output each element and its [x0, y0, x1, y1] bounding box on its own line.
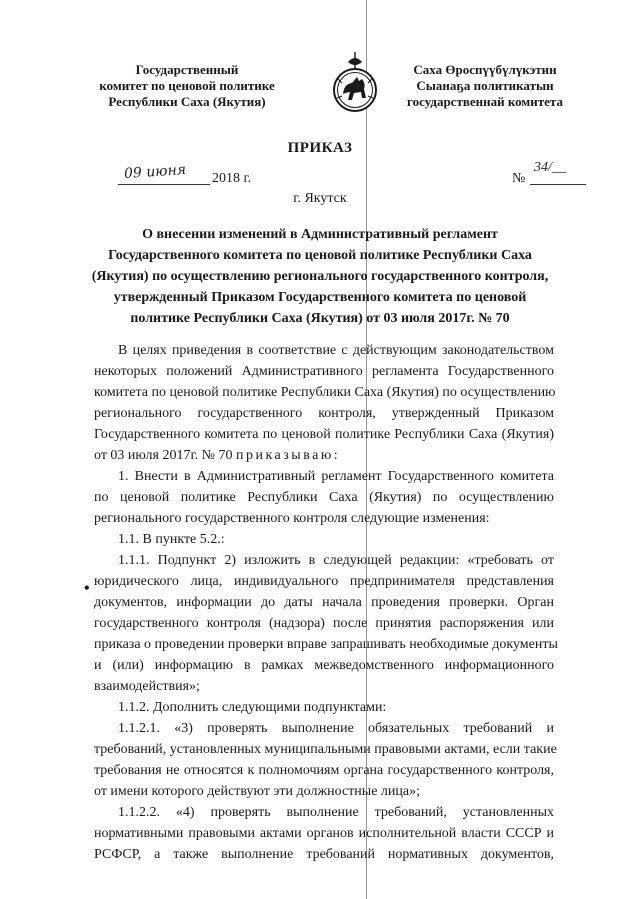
- number-underline: [530, 184, 586, 185]
- subject-line: политике Республики Саха (Якутия) от 03 июля 2017г. № 70: [130, 311, 510, 326]
- body-line: Государственного комитета по ценовой политике Республики Саха (Якутия): [94, 427, 554, 442]
- body-line: требования не относятся к полномочиям органа государственного контроля,: [94, 763, 554, 778]
- body-line: требований, установленных муниципальными правовыми актами, если такие: [94, 742, 557, 757]
- subject-line: Государственного комитета по ценовой политике Республики Саха: [108, 248, 532, 263]
- document-title: ПРИКАЗ: [287, 140, 353, 156]
- number-suffix: /__: [548, 160, 566, 175]
- header-left-line: комитет по ценовой политике: [99, 78, 275, 93]
- body-line: [94, 445, 554, 466]
- body-line: В целях приведения в соответствие с действующим законодательством: [118, 343, 554, 358]
- body-line: от имени которого действуют эти должностные лица»;: [94, 784, 420, 799]
- handwritten-number: [534, 160, 566, 176]
- body-line: 1. Внести в Административный регламент Государственного комитета: [118, 469, 554, 484]
- header-right-line: Сыанаҕа политикатын: [416, 78, 554, 93]
- body-line: 1.1. В пункте 5.2.:: [118, 532, 225, 547]
- body-line: документов, информации до даты начала проведения проверки. Орган: [94, 595, 554, 610]
- number-value: 34: [534, 160, 548, 175]
- body-line: по ценовой политике Республики Саха (Якутия) по осуществлению: [94, 490, 554, 505]
- body-line: 1.1.2.1. «3) проверять выполнение обязательных требований и: [118, 721, 554, 736]
- body-line: и (или) информацию в рамках межведомственного информационного: [94, 658, 554, 673]
- body-text-spaced: приказываю:: [235, 448, 341, 463]
- body-line: юридического лица, индивидуального предпринимателя представления: [94, 574, 554, 589]
- body-line: 1.1.2.2. «4) проверять выполнение требований, установленных: [118, 805, 554, 820]
- body-line: 1.1.1. Подпункт 2) изложить в следующей редакции: «требовать от: [118, 553, 554, 568]
- body-line: государственного контроля (надзора) после принятия распоряжения или: [94, 616, 554, 631]
- number-label: №: [512, 171, 526, 186]
- header-left-line: Республики Саха (Якутия): [108, 94, 266, 109]
- body-text: от 03 июля 2017г. № 70: [94, 448, 233, 463]
- city: г. Якутск: [293, 191, 347, 206]
- margin-mark: •: [84, 580, 90, 597]
- body-line: регионального государственного контроля следующие изменения:: [94, 511, 490, 526]
- body-line: РСФСР, а также выполнение требований нормативных документов,: [94, 847, 554, 862]
- header-left-organization: [82, 62, 292, 110]
- coat-of-arms-emblem-icon: [324, 48, 386, 118]
- subject-line: (Якутия) по осуществлению регионального государственного контроля,: [91, 269, 549, 284]
- body-line: взаимодействия»;: [94, 679, 200, 694]
- subject-line: утвержденный Приказом Государственного комитета по ценовой: [113, 290, 527, 305]
- body-line: регионального государственного контроля, утвержденный Приказом: [94, 406, 554, 421]
- body-line: комитета по ценовой политике Республики Саха (Якутия) по осуществлению: [94, 385, 556, 400]
- body-line: 1.1.2. Дополнить следующими подпунктами:: [118, 700, 387, 715]
- order-subject: [90, 224, 550, 329]
- handwritten-date: 09 июня: [123, 161, 187, 183]
- body-line: некоторых положений Административного регламента Государственного: [94, 364, 554, 379]
- header-right-organization: [380, 62, 590, 110]
- header-right-line: Саха Өроспүүбүлүкэтин: [413, 62, 557, 77]
- subject-line: О внесении изменений в Административный регламент: [142, 227, 498, 242]
- body-line: приказа о проведении проверки вправе запрашивать необходимые документы: [94, 637, 558, 652]
- body-line: нормативными правовыми актами органов исполнительной власти СССР и: [94, 826, 554, 841]
- date-underline: [118, 184, 210, 185]
- header-right-line: государственнай комитета: [407, 94, 563, 109]
- date-year: 2018 г.: [212, 171, 252, 186]
- header-left-line: Государственный: [135, 62, 239, 77]
